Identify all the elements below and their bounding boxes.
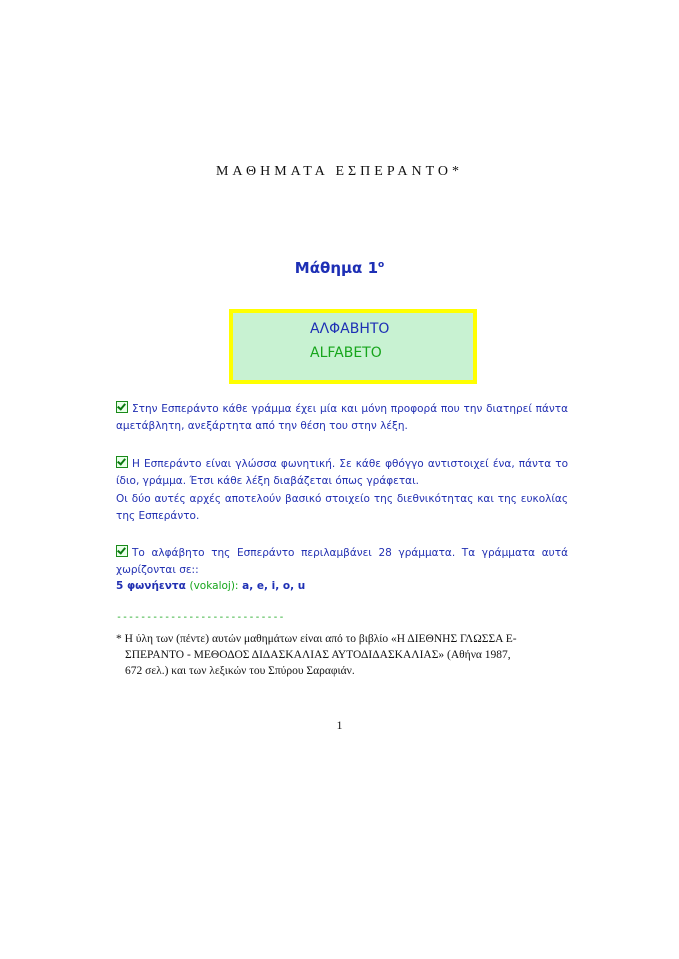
footnote-separator: ----------------------------	[116, 612, 285, 623]
paragraph-pronunciation	[116, 401, 568, 435]
checkbox-icon	[116, 545, 128, 557]
vowels-label: 5 φωνήεντα	[116, 580, 186, 592]
alphabet-greek-label: ΑΛΦΑΒΗΤΟ	[310, 321, 390, 337]
lesson-ordinal: ο	[378, 260, 385, 270]
paragraph-principles	[116, 491, 568, 525]
footnote-line: 672 σελ.) και των λεξικών του Σπύρου Σαραφιάν.	[125, 665, 355, 677]
vowels-letters: a, e, i, o, u	[242, 580, 306, 592]
paragraph-text: Η Εσπεράντο είναι γλώσσα φωνητική. Σε κάθε φθόγγο αντιστοιχεί ένα, πάντα το ίδιο, γράμμα. Έτσι κάθε λέξη διαβάζεται όπως γράφεται.	[116, 458, 568, 487]
alphabet-esperanto-label: ALFABETO	[310, 345, 382, 361]
lesson-label: Μάθημα 1	[294, 259, 379, 277]
footnote-line: ΣΠΕΡΑΝΤΟ - ΜΕΘΟΔΟΣ ΔΙΔΑΣΚΑΛΙΑΣ ΑΥΤΟΔΙΔΑΣΚΑΛΙΑΣ» (Αθήνα 1987,	[125, 649, 511, 661]
lesson-heading	[0, 259, 679, 277]
document-title: ΜΑΘΗΜΑΤΑ ΕΣΠΕΡΑΝΤΟ*	[215, 164, 463, 179]
footnote-line: * Η ύλη των (πέντε) αυτών μαθημάτων είναι από το βιβλίο «Η ΔΙΕΘΝΗΣ ΓΛΩΣΣΑ Ε-	[116, 633, 517, 645]
paragraph-text: Στην Εσπεράντο κάθε γράμμα έχει μία και μόνη προφορά που την διατηρεί πάντα αμετάβλητη, ανεξάρτητα από την θέση του στην λέξη.	[116, 403, 568, 432]
checkbox-icon	[116, 401, 128, 413]
vowels-esperanto: (vokaloj):	[189, 580, 239, 592]
paragraph-text: Το αλφάβητο της Εσπεράντο περιλαμβάνει 28 γράμματα. Τα γράμματα αυτά χωρίζονται σε::	[116, 547, 568, 576]
alphabet-box	[229, 309, 477, 384]
paragraph-text: Οι δύο αυτές αρχές αποτελούν βασικό στοιχείο της διεθνικότητας και της ευκολίας της Εσπεράντο.	[116, 493, 568, 522]
page-number: 1	[336, 718, 343, 732]
footnote	[116, 631, 570, 679]
vowels-line	[116, 580, 305, 592]
paragraph-alphabet-count	[116, 545, 568, 579]
checkbox-icon	[116, 456, 128, 468]
paragraph-phonetic	[116, 456, 568, 490]
